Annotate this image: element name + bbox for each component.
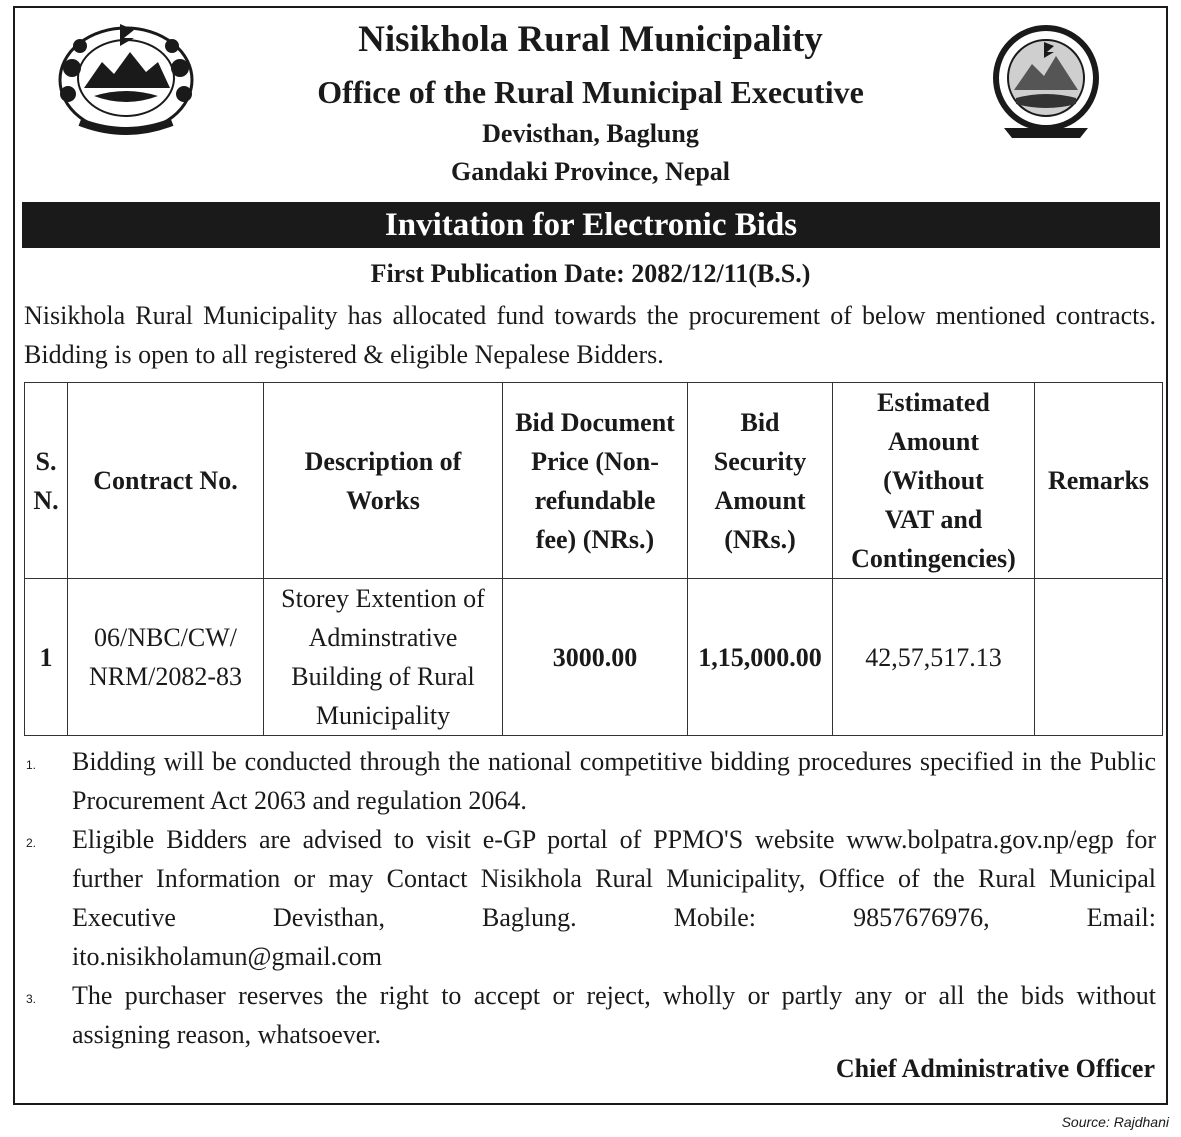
header-remarks: Remarks: [1035, 383, 1163, 579]
header-bid-security: Bid Security Amount (NRs.): [688, 383, 833, 579]
table-row: [25, 579, 1163, 736]
note-text: Bidding will be conducted through the national competitive bidding procedures specified in the Public Procurement Act 2063 and regulation 2064.: [72, 747, 1156, 815]
header-description: Description of Works: [264, 383, 503, 579]
header-bid-document-price: Bid Document Price (Non- refundable fee) (NRs.): [503, 383, 688, 579]
note-number: 1.: [26, 758, 37, 772]
note-text: The purchaser reserves the right to accept or reject, wholly or partly any or all the bids without assigning reason, whatsoever.: [72, 981, 1156, 1049]
province-line: Gandaki Province, Nepal: [450, 157, 731, 186]
office-title: Office of the Rural Municipal Executive: [317, 74, 864, 110]
intro-line-1: Nisikhola Rural Municipality has allocated fund towards the procurement of below mentioned: [24, 301, 1046, 330]
note-number: 2.: [26, 836, 37, 850]
cell-bid-security: 1,15,000.00: [688, 579, 833, 736]
list-item: [24, 976, 1156, 1054]
header-sn: S. N.: [25, 383, 68, 579]
notes-list: [24, 742, 1156, 1054]
list-item: [24, 820, 1156, 976]
signatory-title: Chief Administrative Officer: [835, 1054, 1155, 1083]
cell-bid-document-price: 3000.00: [503, 579, 688, 736]
note-number: 3.: [26, 992, 37, 1006]
intro-line-2: contracts. Bidding is open to all registered & eligible Nepalese Bidders.: [24, 301, 1157, 369]
cell-remarks: [1035, 579, 1163, 736]
contact-email: ito.nisikholamun@gmail.com: [72, 942, 382, 971]
note-text: Eligible Bidders are advised to visit e-GP portal of PPMO'S website www.bolpatra.gov.np/egp for further Information or may Contact Nisikhola Rural Municipality, Office of the Rural Municipal Executive Devisthan, Baglung. Mobile: 9857676976, Email:: [72, 825, 1156, 932]
cell-description: Storey Extention of Adminstrative Building of Rural Municipality: [264, 579, 503, 736]
source-credit: Source: Rajdhani: [1061, 1114, 1169, 1130]
intro-paragraph: [24, 296, 1156, 374]
notice-title-banner: Invitation for Electronic Bids: [22, 202, 1160, 248]
table-header-row: [25, 383, 1163, 579]
cell-contract-no: 06/NBC/CW/ NRM/2082-83: [68, 579, 264, 736]
header-contract-no: Contract No.: [68, 383, 264, 579]
location-line: Devisthan, Baglung: [482, 119, 699, 148]
municipality-title: Nisikhola Rural Municipality: [358, 19, 823, 60]
header-estimated-amount: Estimated Amount (Without VAT and Contingencies): [833, 383, 1035, 579]
cell-sn: 1: [25, 579, 68, 736]
publication-date: First Publication Date: 2082/12/11(B.S.): [370, 259, 811, 288]
list-item: [24, 742, 1156, 820]
bids-table: [24, 382, 1163, 736]
cell-estimated-amount: 42,57,517.13: [833, 579, 1035, 736]
